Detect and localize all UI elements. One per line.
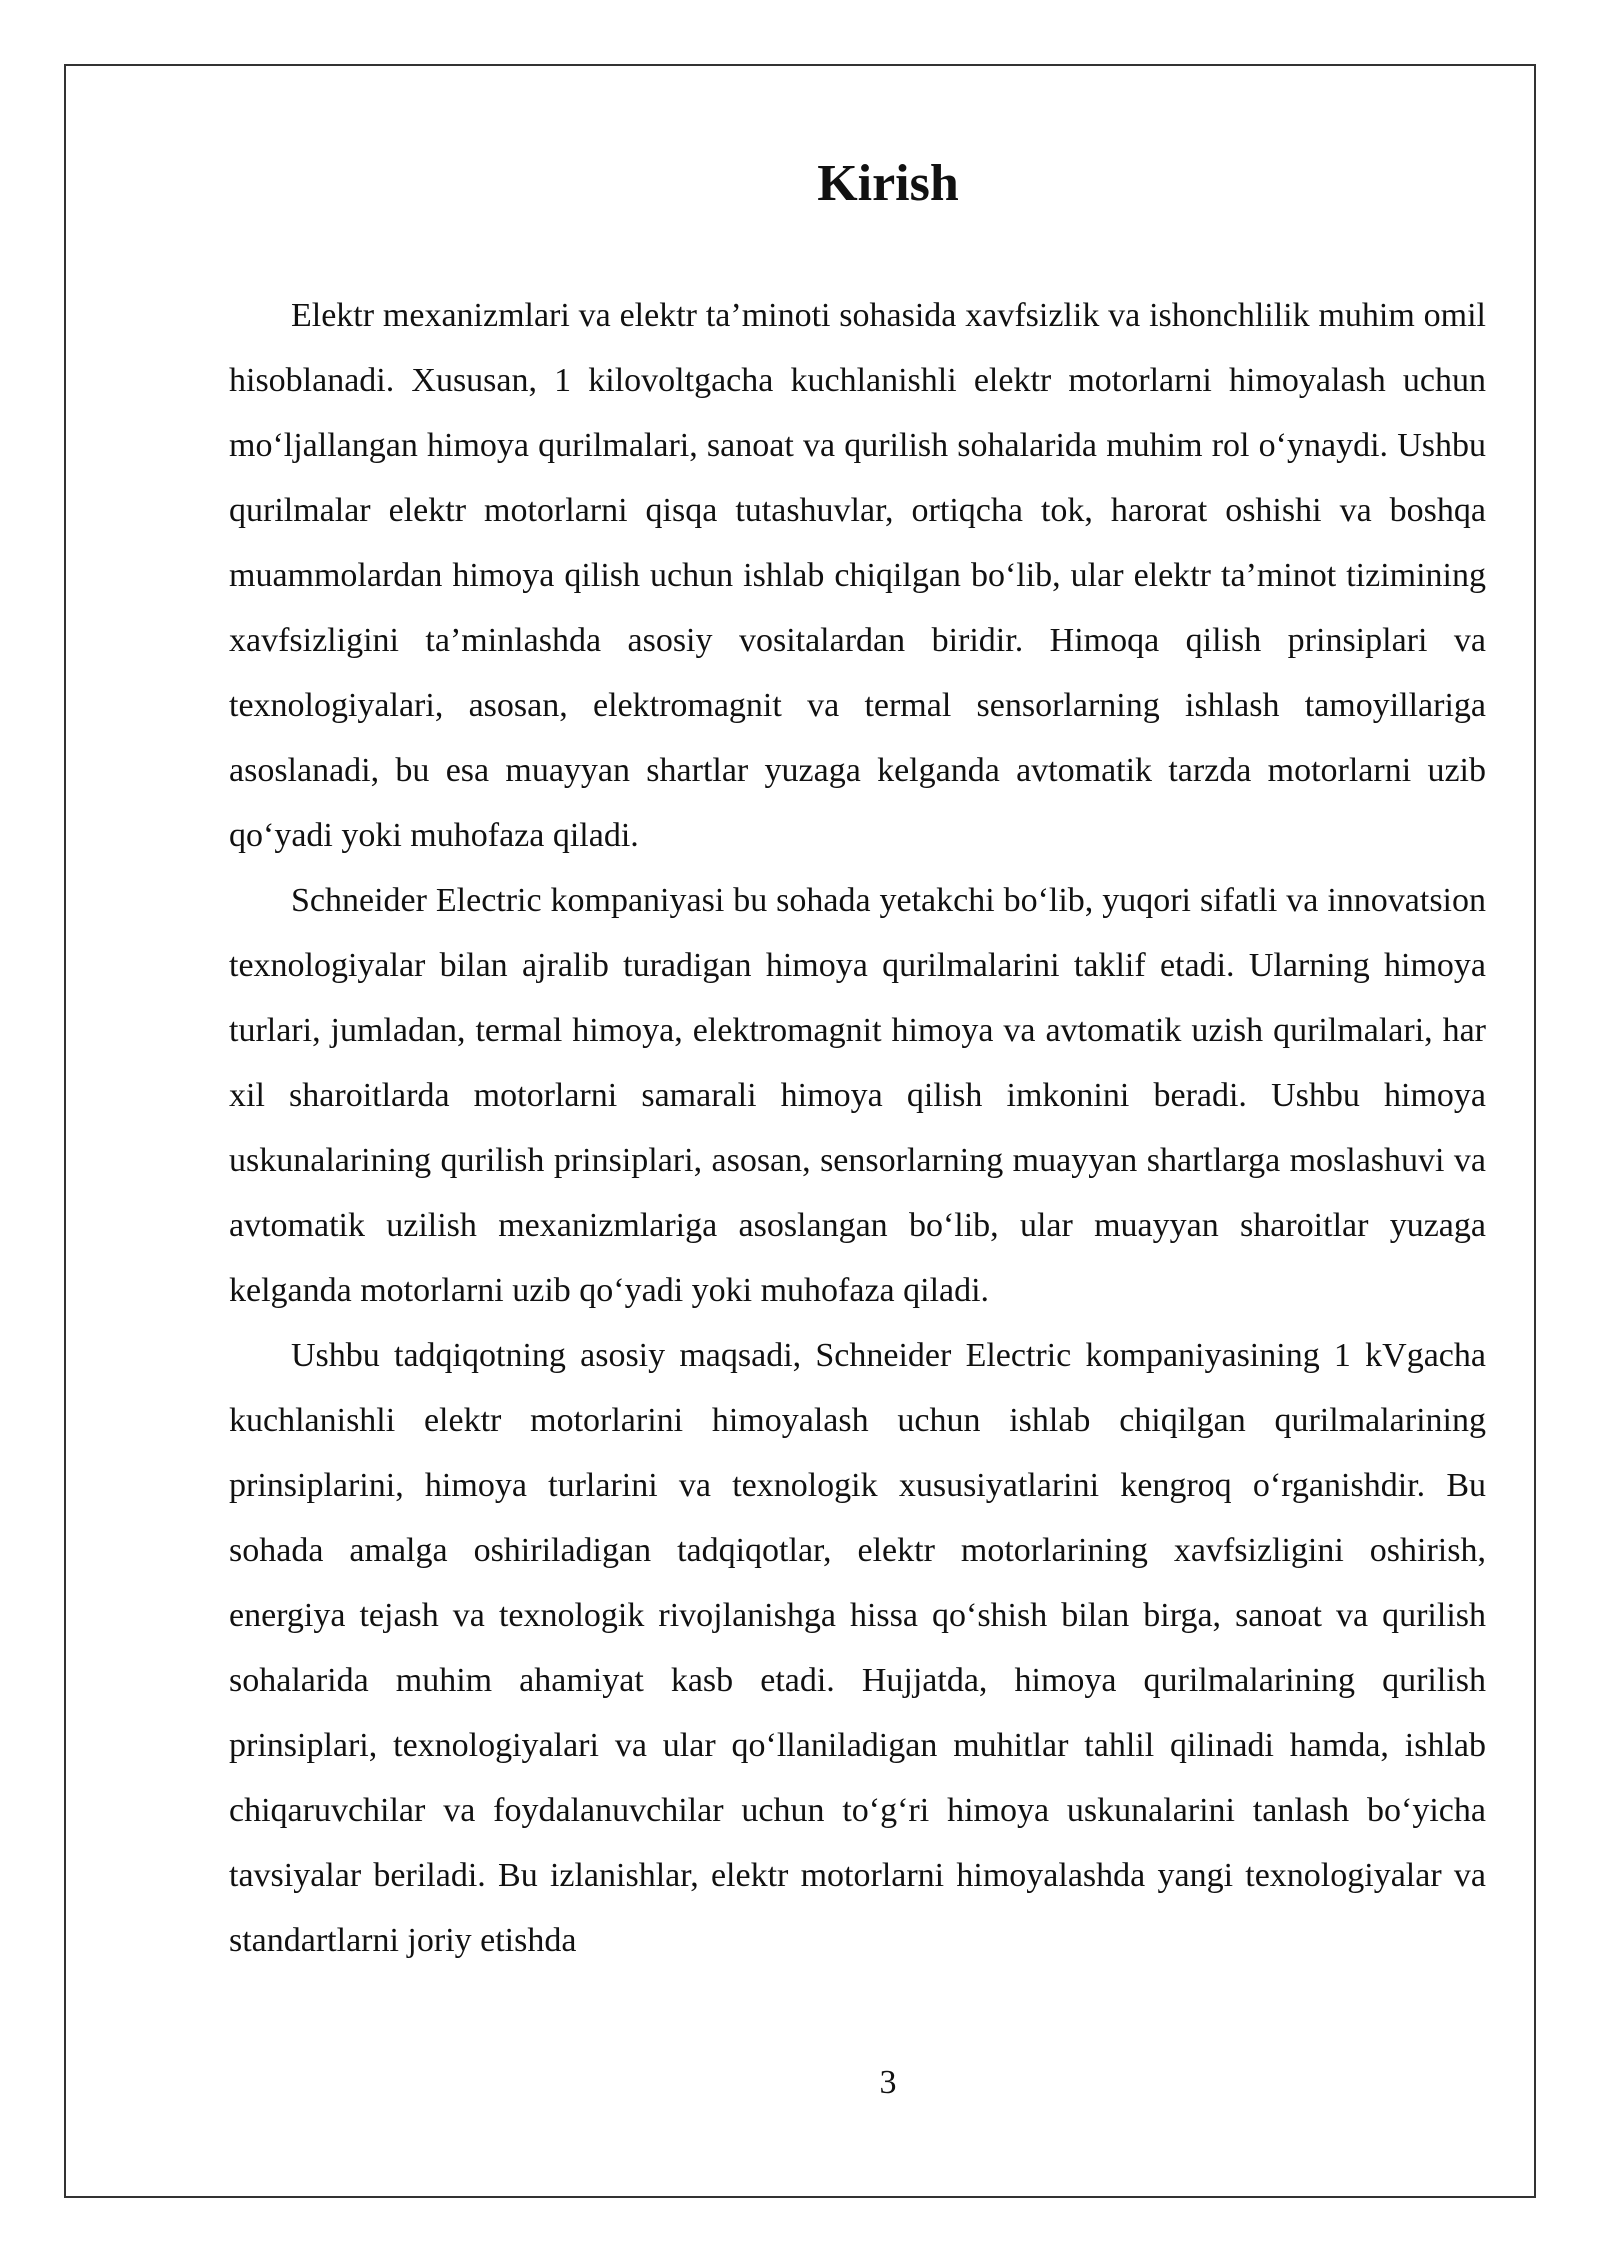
paragraph-1: Elektr mexanizmlari va elektr ta’minoti sohasida xavfsizlik va ishonchlilik muhim omil hisoblanadi. Xususan, 1 kilovoltgacha kuchlanishli elektr motorlarni himoyalash uchun mo‘ljallangan himoya qurilmalari, sanoat va qurilish sohalarida muhim rol o‘ynaydi. Ushbu qurilmalar elektr motorlarni qisqa tutashuvlar, ortiqcha tok, harorat oshishi va boshqa muammolardan himoya qilish uchun ishlab chiqilgan bo‘lib, ular elektr ta’minot tizimining xavfsizligini ta’minlashda asosiy vositalardan biridir. Himoqa qilish prinsiplari va texnologiyalari, asosan, elektromagnit va termal sensorlarning ishlash tamoyillariga asoslanadi, bu esa muayyan shartlar yuzaga kelganda avtomatik tarzda motorlarni uzib qo‘yadi yoki muhofaza qiladi. <box>229 297 1486 854</box>
paragraph-2: Schneider Electric kompaniyasi bu sohada yetakchi bo‘lib, yuqori sifatli va innovatsion texnologiyalar bilan ajralib turadigan himoya qurilmalarini taklif etadi. Ularning himoya turlari, jumladan, termal himoya, elektromagnit himoya va avtomatik uzish qurilmalari, har xil sharoitlarda motorlarni samarali himoya qilish imkonini beradi. Ushbu himoya uskunalarining qurilish prinsiplari, asosan, sensorlarning muayyan shartlarga moslashuvi va avtomatik uzilish mexanizmlariga asoslangan bo‘lib, ular muayyan sharoitlar yuzaga kelganda motorlarni uzib qo‘yadi yoki muhofaza qiladi. <box>229 882 1486 1309</box>
document-body <box>229 283 1486 1973</box>
page-title: Kirish <box>817 155 959 212</box>
page-number: 3 <box>879 2064 897 2101</box>
paragraph-3: Ushbu tadqiqotning asosiy maqsadi, Schneider Electric kompaniyasining 1 kVgacha kuchlanishli elektr motorlarini himoyalash uchun ishlab chiqilgan qurilmalarining prinsiplarini, himoya turlarini va texnologik xususiyatlarini kengroq o‘rganishdir. Bu sohada amalga oshiriladigan tadqiqotlar, elektr motorlarining xavfsizligini oshirish, energiya tejash va texnologik rivojlanishga hissa qo‘shish bilan birga, sanoat va qurilish sohalarida muhim ahamiyat kasb etadi. Hujjatda, himoya qurilmalarining qurilish prinsiplari, texnologiyalari va ular qo‘llaniladigan muhitlar tahlil qilinadi hamda, ishlab chiqaruvchilar va foydalanuvchilar uchun to‘g‘ri himoya uskunalarini tanlash bo‘yicha tavsiyalar beriladi. Bu izlanishlar, elektr motorlarni himoyalashda yangi texnologiyalar va standartlarni joriy etishda <box>229 1337 1486 1959</box>
